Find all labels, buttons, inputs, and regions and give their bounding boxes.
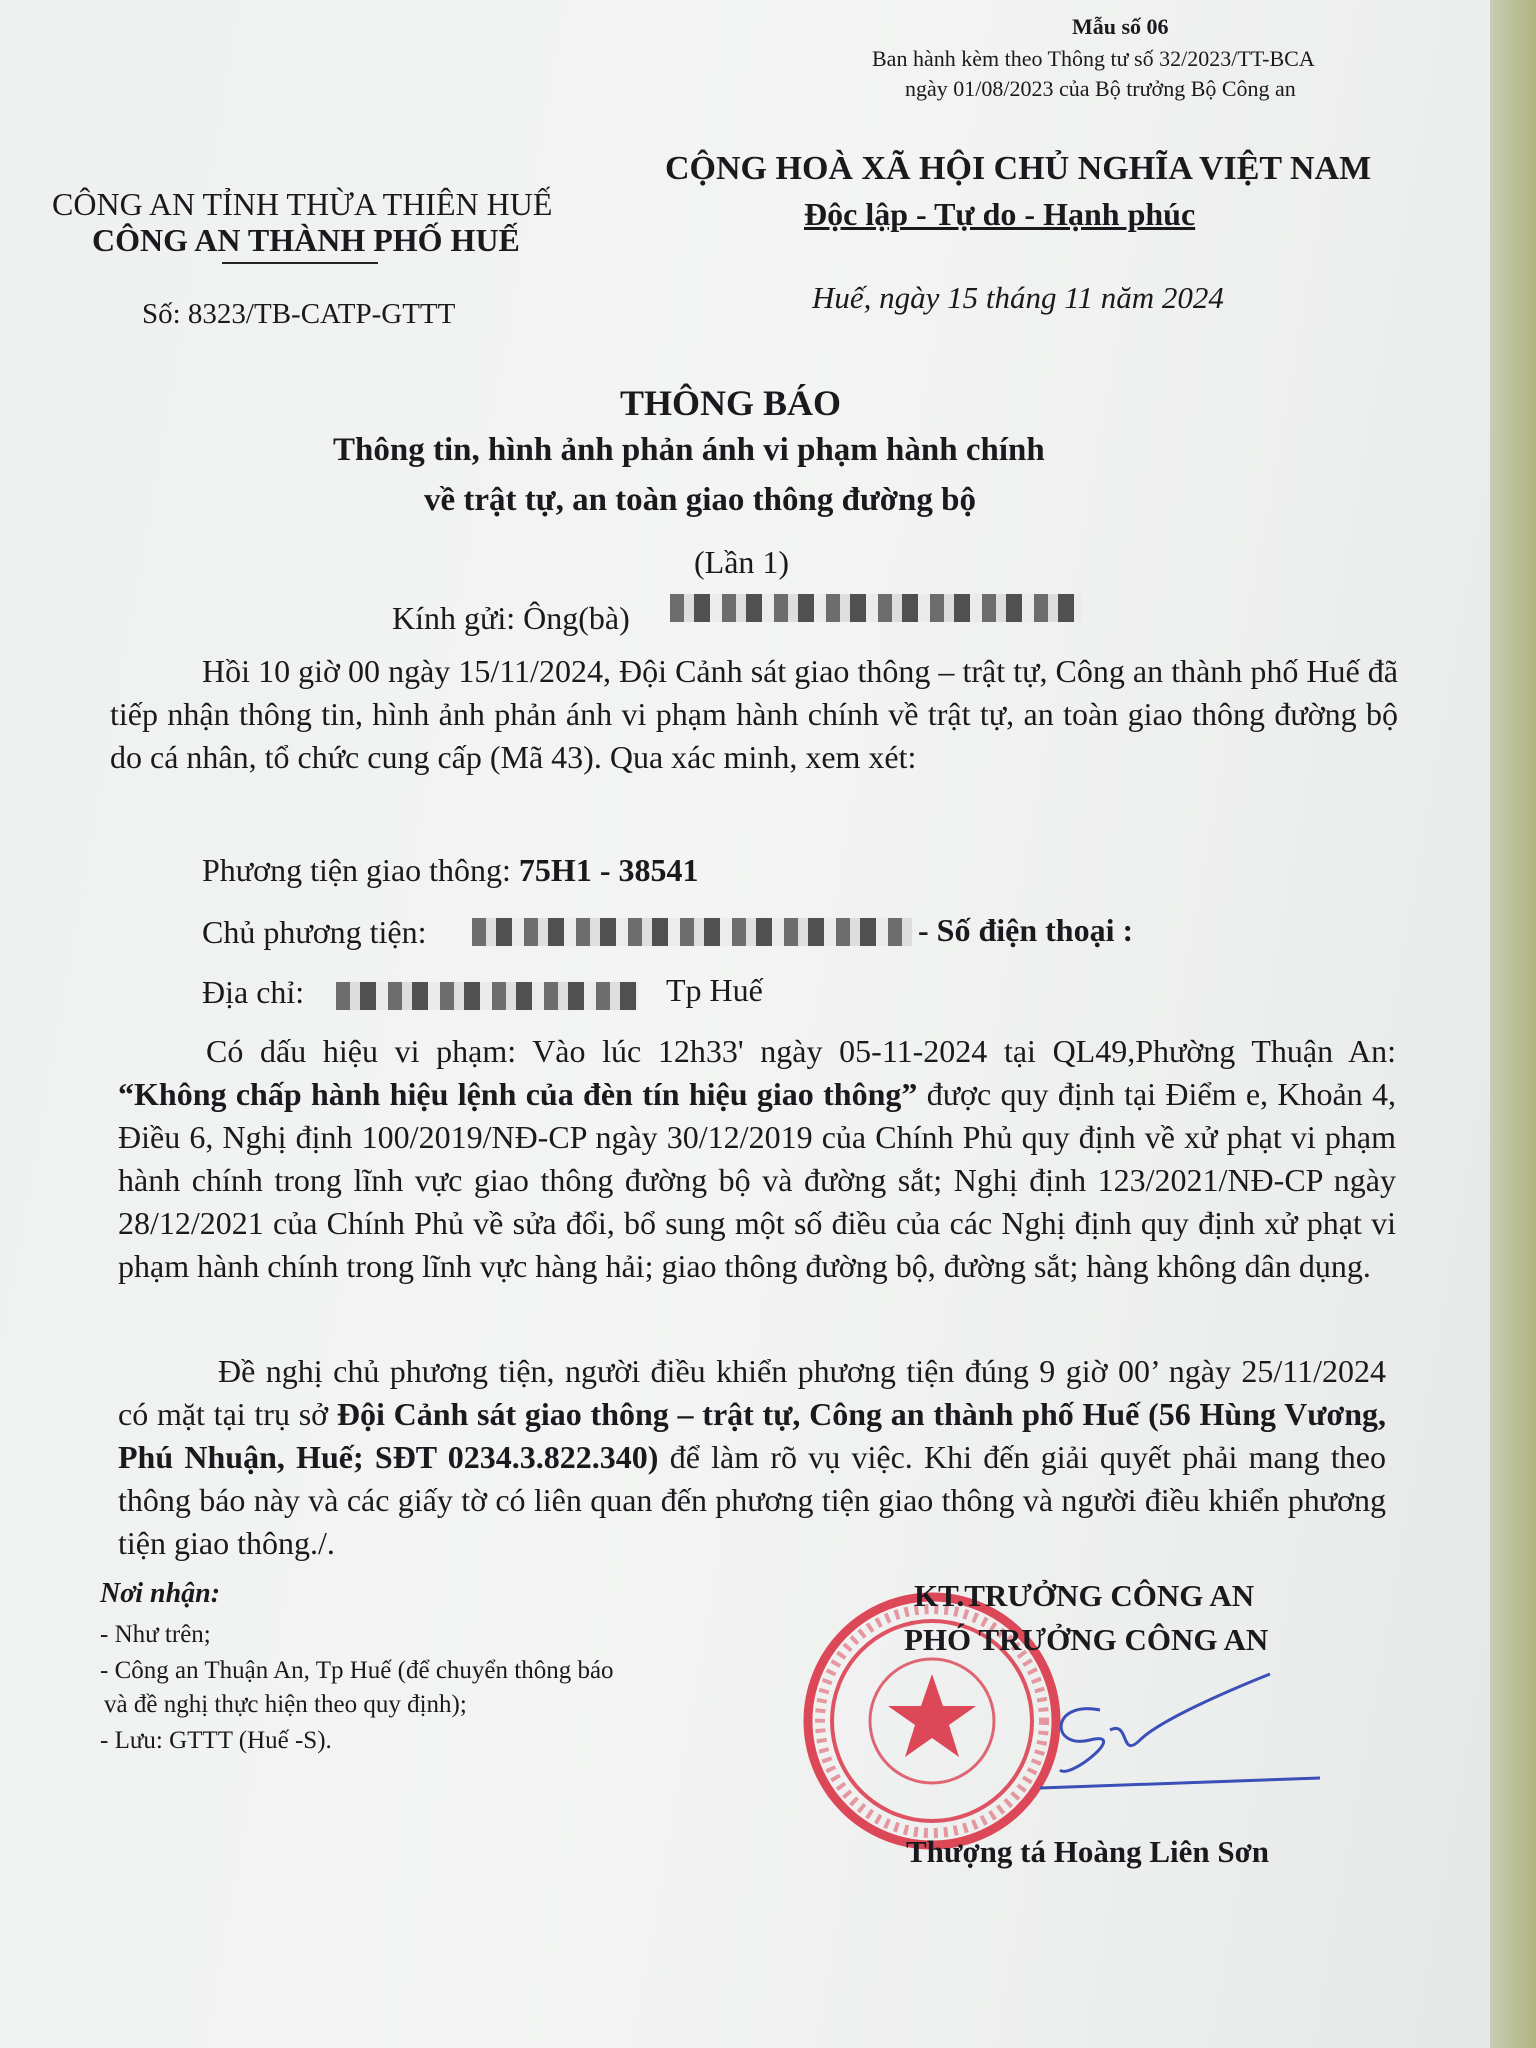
phone-label: - Số điện thoại : [918, 912, 1134, 948]
signer-name: Thượng tá Hoàng Liên Sơn [906, 1834, 1270, 1869]
agency-province: CÔNG AN TỈNH THỪA THIÊN HUẾ [52, 186, 553, 222]
signer-title-1: KT.TRƯỞNG CÔNG AN [914, 1578, 1255, 1613]
agency-city: CÔNG AN THÀNH PHỐ HUẾ [92, 222, 520, 258]
background-table-edge [1490, 0, 1536, 2048]
violation-paragraph: Có dấu hiệu vi phạm: Vào lúc 12h33' ngày 05-11-2024 tại QL49,Phường Thuận An: “Không chấp hành hiệu lệnh của đèn tín hiệu giao thông” được quy định tại Điểm e, Khoản 4, Điều 6, Nghị định 100/2019/NĐ-CP ngày 30/12/2019 của Chính Phủ quy định về xử phạt vi phạm hành chính trong lĩnh vực giao thông đường bộ và đường sắt; Nghị định 123/2021/NĐ-CP ngày 28/12/2021 của Chính Phủ về sửa đổi, bổ sung một số điều của các Nghị định quy định xử phạt vi phạm hành chính trong lĩnh vực hàng hải; giao thông đường bộ, đường sắt; hàng không dân dụng. [118, 1033, 1397, 1284]
form-issued-line-1: Ban hành kèm theo Thông tư số 32/2023/TT-BCA [872, 46, 1315, 71]
place-date: Huế, ngày 15 tháng 11 năm 2024 [812, 280, 1224, 315]
form-issued-line-2: ngày 01/08/2023 của Bộ trưởng Bộ Công an [905, 76, 1296, 101]
request-paragraph: Đề nghị chủ phương tiện, người điều khiển phương tiện đúng 9 giờ 00’ ngày 25/11/2024 có mặt tại trụ sở Đội Cảnh sát giao thông – trật tự, Công an thành phố Huế (56 Hùng Vương, Phú Nhuận, Huế; SĐT 0234.3.822.340) để làm rõ vụ việc. Khi đến giải quyết phải mang theo thông báo này và các giấy tờ có liên quan đến phương tiện giao thông và người điều khiển phương tiện giao thông./. [118, 1353, 1387, 1561]
notice-round: (Lần 1) [694, 544, 790, 580]
recipient-item-3: và đề nghị thực hiện theo quy định); [104, 1691, 467, 1718]
recipient-salutation: Kính gửi: Ông(bà) [392, 600, 630, 636]
recipient-item-1: - Như trên; [100, 1621, 211, 1648]
nation-motto: Độc lập - Tự do - Hạnh phúc [804, 196, 1196, 232]
signer-title-2: PHÓ TRƯỞNG CÔNG AN [904, 1622, 1269, 1657]
notice-subtitle-1: Thông tin, hình ảnh phản ánh vi phạm hành chính [333, 432, 1045, 468]
recipient-item-4: - Lưu: GTTT (Huế -S). [100, 1727, 332, 1754]
address-label: Địa chỉ: [202, 974, 305, 1010]
notice-subtitle-2: về trật tự, an toàn giao thông đường bộ [424, 482, 977, 518]
address-city: Tp Huế [666, 972, 763, 1008]
notice-title: THÔNG BÁO [620, 383, 842, 423]
form-number: Mẫu số 06 [1072, 14, 1169, 39]
document-number: Số: 8323/TB-CATP-GTTT [142, 298, 456, 330]
recipient-item-2: - Công an Thuận An, Tp Huế (để chuyển thông báo [100, 1657, 614, 1684]
intro-paragraph: Hồi 10 giờ 00 ngày 15/11/2024, Đội Cảnh sát giao thông – trật tự, Công an thành phố Huế đã tiếp nhận thông tin, hình ảnh phản ánh vi phạm hành chính về trật tự, an toàn giao thông đường bộ do cá nhân, tổ chức cung cấp (Mã 43). Qua xác minh, xem xét: [110, 653, 1398, 775]
agency-underline [222, 262, 378, 264]
nation-title: CỘNG HOÀ XÃ HỘI CHỦ NGHĨA VIỆT NAM [665, 150, 1372, 187]
vehicle-line: Phương tiện giao thông: 75H1 - 38541 [202, 852, 699, 888]
redacted-owner [472, 918, 912, 946]
plate-number: 75H1 - 38541 [518, 852, 699, 888]
redacted-address [336, 982, 638, 1010]
owner-label: Chủ phương tiện: [202, 914, 427, 950]
handwritten-signature-icon [1030, 1670, 1350, 1800]
redacted-name [670, 594, 1082, 622]
recipients-heading: Nơi nhận: [100, 1578, 221, 1609]
